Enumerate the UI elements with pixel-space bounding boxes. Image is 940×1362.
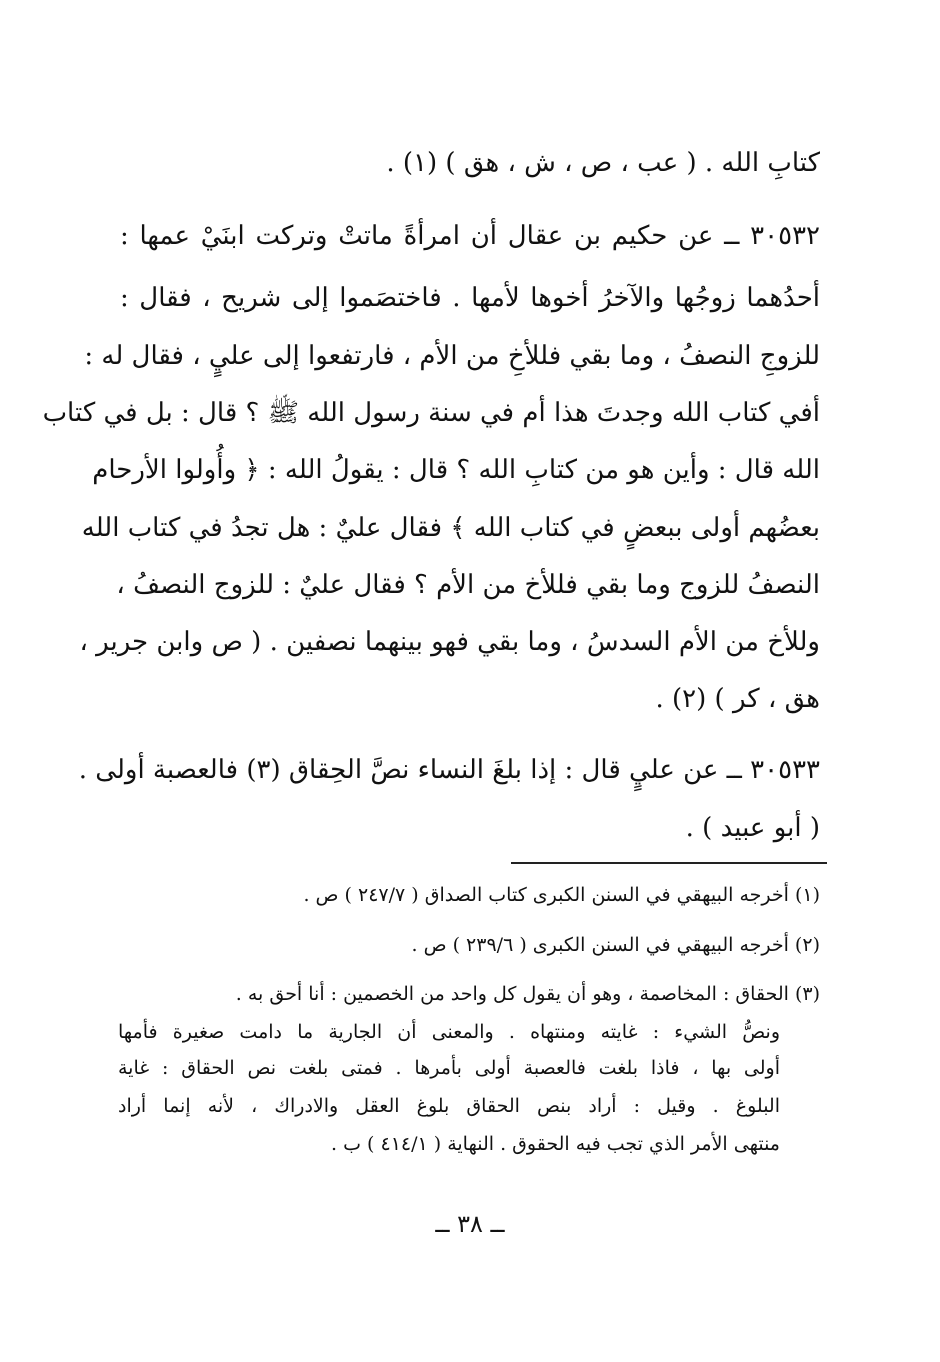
hadith-30532-line-3: للزوجِ النصفُ ، وما بقي فللأخِ من الأم ، فارتفعوا إلى عليٍ ، فقال له : — [84, 341, 820, 371]
footnote-1: (١) أخرجه البيهقي في السنن الكبرى كتاب الصداق ( ٢٤٧/٧ ) ص . — [303, 884, 820, 906]
hadith-30532-line-1: ٣٠٥٣٢ ــ عن حكيم بن عقال أن امرأةً ماتتْ وتركت ابنَيْ عمها : — [120, 221, 820, 251]
footnote-2: (٢) أخرجه البيهقي في السنن الكبرى ( ٢٣٩/٦ ) ص . — [411, 934, 820, 956]
hadith-30532-line-8: وللأخ من الأم السدسُ ، وما بقي فهو بينهما نصفين . ( ص وابن جرير ، — [79, 627, 820, 657]
hadith-30532-line-9: هق ، كر ) (٢) . — [655, 684, 820, 714]
hadith-30532-line-2: أحدُهما زوجُها والآخرُ أخوها لأمها . فاختصَموا إلى شريح ، فقال : — [120, 283, 820, 313]
footnote-3-line-4: البلوغ . وقيل : أراد بنص الحقاق بلوغ العقل والادراك ، لأنه إنما أراد — [118, 1095, 780, 1117]
footnote-3-line-5: منتهى الأمر الذي تجب فيه الحقوق . النهاية ( ٤١٤/١ ) ب . — [331, 1133, 780, 1155]
body-line-1: كتابِ الله . ( عب ، ص ، ش ، هق ) (١) . — [386, 148, 820, 178]
footnote-separator — [511, 862, 827, 864]
hadith-30532-line-4: أفي كتاب الله وجدتَ هذا أم في سنة رسول الله ﷺ ؟ قال : بل في كتاب — [42, 398, 820, 428]
page-number: ــ ٣٨ ــ — [435, 1210, 505, 1238]
footnote-3-line-2: ونصُّ الشيء : غايته ومنتهاه . والمعنى أن الجارية ما دامت صغيرة فأمها — [118, 1021, 780, 1043]
footnote-3-line-1: (٣) الحقاق : المخاصمة ، وهو أن يقول كل واحد من الخصمين : أنا أحق به . — [235, 983, 820, 1005]
hadith-30533-line-1: ٣٠٥٣٣ ــ عن عليٍ قال : إذا بلغَ النساء نصَّ الحِقاق (٣) فالعصبة أولى . — [78, 755, 820, 785]
hadith-30532-line-7: النصفُ للزوج وما بقي فللأخ من الأم ؟ فقال عليٌ : للزوج النصفُ ، — [116, 570, 820, 600]
hadith-30533-line-2: ( أبو عبيد ) . — [685, 813, 820, 843]
hadith-30532-line-5: الله قال : وأين هو من كتابِ الله ؟ قال : يقولُ الله : ﴿ وأُولوا الأرحام — [92, 455, 820, 485]
footnote-3-line-3: أولى بها ، فاذا بلغت فالعصبة أولى بأمرها . فمتى بلغت نص الحقاق : غاية — [118, 1057, 780, 1079]
hadith-30532-line-6: بعضُهم أولى ببعضٍ في كتاب الله ﴾ فقال عليٌ : هل تجدُ في كتاب الله — [81, 513, 820, 543]
